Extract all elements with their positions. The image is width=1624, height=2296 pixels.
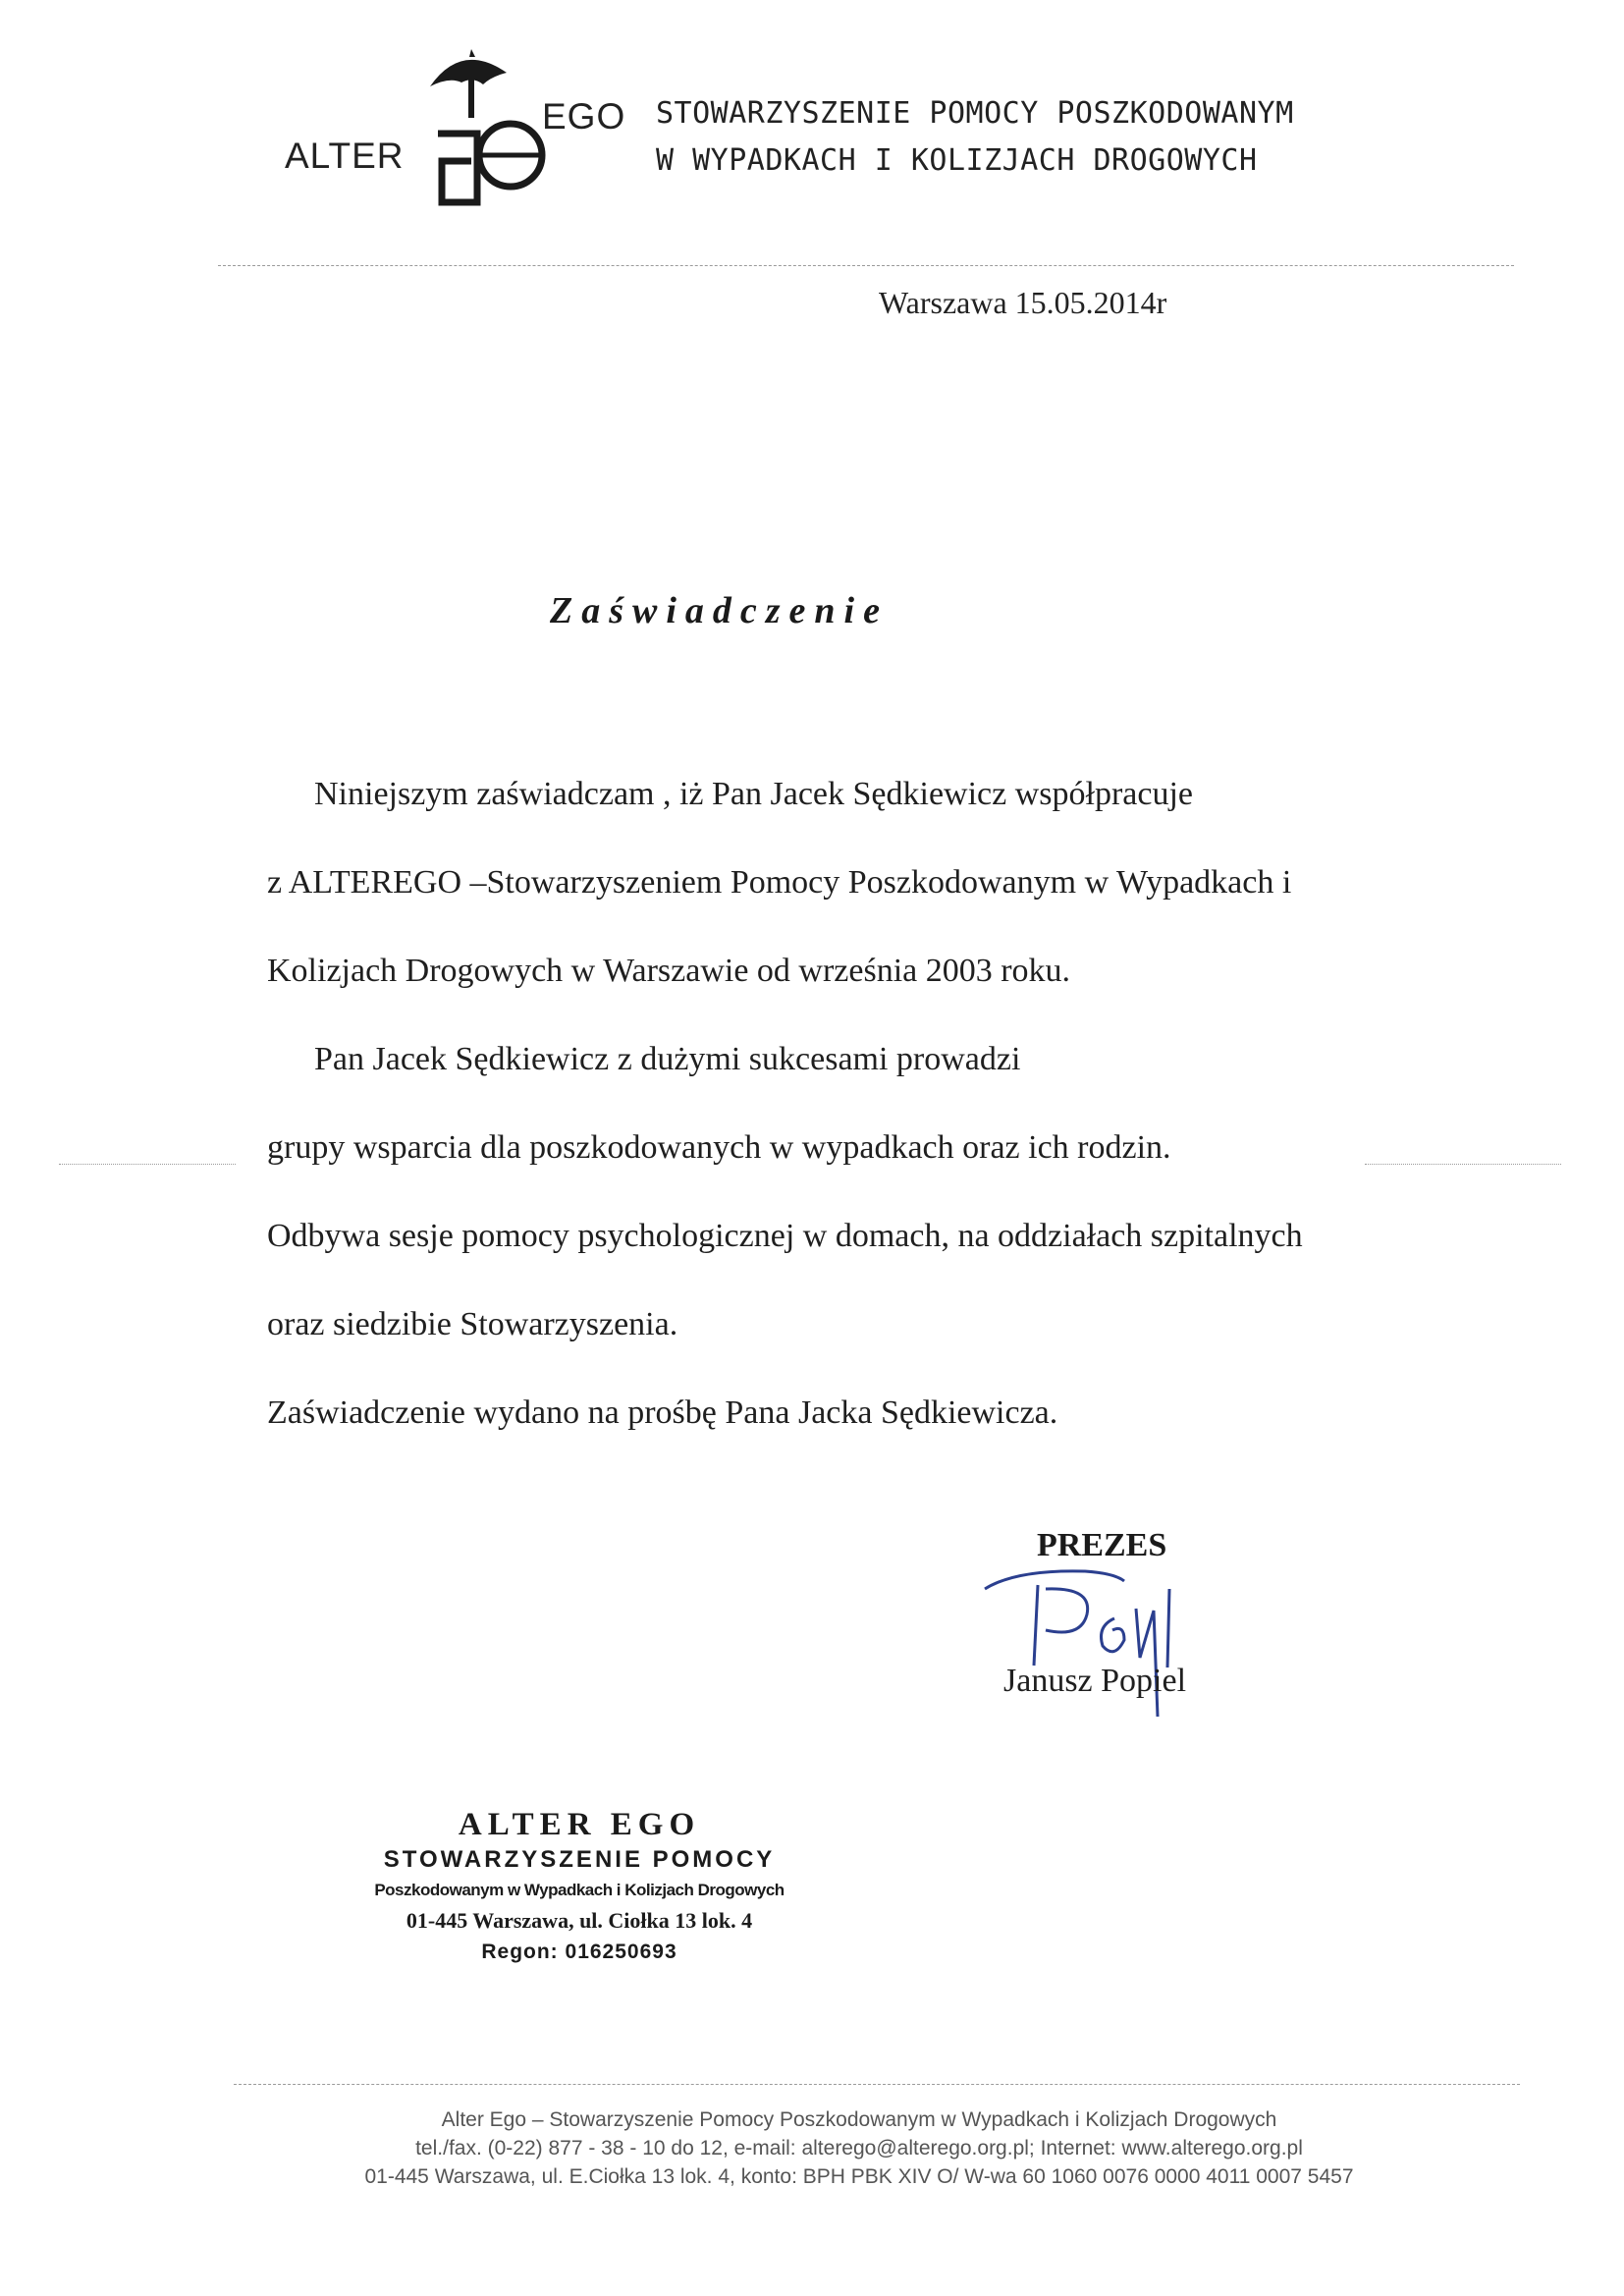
organization-name-line-1: STOWARZYSZENIE POMOCY POSZKODOWANYM [656,96,1294,131]
stamp-line-4: 01-445 Warszawa, ul. Ciołka 13 lok. 4 [406,1908,753,1933]
body-line-1: Niniejszym zaświadczam , iż Pan Jacek Sędkiewicz współpracuje [314,776,1194,812]
scan-artifact-right [1365,1164,1561,1165]
logo-ego-text: EGO [542,96,626,137]
stamp-line-5: Regon: 016250693 [481,1941,677,1963]
handwritten-signature [977,1550,1222,1736]
scan-artifact-left [59,1164,236,1165]
footer-line-1: Alter Ego – Stowarzyszenie Pomocy Poszkodowanym w Wypadkach i Kolizjach Drogowych [441,2108,1277,2131]
organization-name-line-2: W WYPADKACH I KOLIZJACH DROGOWYCH [656,143,1258,178]
stamp-line-1: ALTER EGO [458,1807,701,1842]
footer-line-2: tel./fax. (0-22) 877 - 38 - 10 do 12, e-mail: alterego@alterego.org.pl; Internet: www.alterego.org.pl [415,2137,1303,2159]
stamp-line-3: Poszkodowanym w Wypadkach i Kolizjach Drogowych [374,1881,785,1899]
logo-ae-letters [432,104,550,212]
body-line-8: Zaświadczenie wydano na prośbę Pana Jacka Sędkiewicza. [267,1394,1058,1431]
document-title: Zaświadczenie [550,590,889,631]
body-line-2: z ALTEREGO –Stowarzyszeniem Pomocy Poszkodowanym w Wypadkach i [267,864,1292,901]
signer-role: PREZES [1037,1527,1167,1563]
letterhead-footer [236,2105,1483,2191]
alter-ego-logo [285,47,638,214]
organization-stamp [353,1805,805,1968]
document-date: Warszawa 15.05.2014r [879,285,1167,320]
organization-name [656,90,1294,185]
header-divider [218,265,1514,266]
body-line-4: Pan Jacek Sędkiewicz z dużymi sukcesami prowadzi [314,1041,1021,1077]
stamp-line-2: STOWARZYSZENIE POMOCY [383,1846,776,1873]
body-line-5: grupy wsparcia dla poszkodowanych w wypadkach oraz ich rodzin. [267,1129,1171,1166]
signer-name: Janusz Popiel [1003,1663,1187,1699]
footer-line-3: 01-445 Warszawa, ul. E.Ciołka 13 lok. 4, konto: BPH PBK XIV O/ W-wa 60 1060 0076 0000 4011 0007 5457 [364,2165,1354,2188]
body-line-7: oraz siedzibie Stowarzyszenia. [267,1306,678,1342]
footer-divider [234,2084,1520,2085]
logo-alter-text: ALTER [285,136,405,176]
body-line-3: Kolizjach Drogowych w Warszawie od września 2003 roku. [267,953,1071,989]
body-line-6: Odbywa sesje pomocy psychologicznej w domach, na oddziałach szpitalnych [267,1218,1303,1254]
